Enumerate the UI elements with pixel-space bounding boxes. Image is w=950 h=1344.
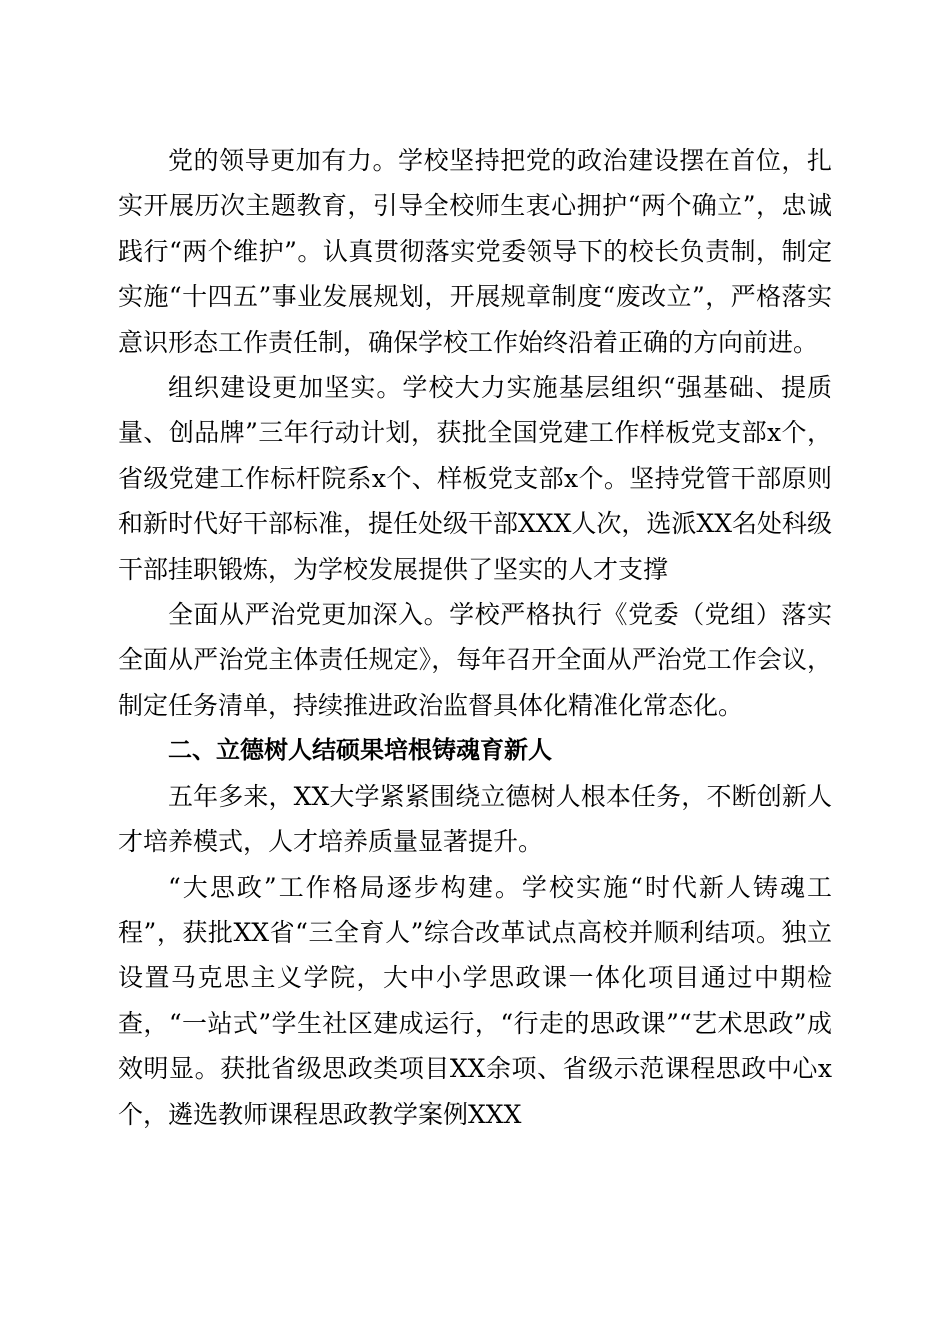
paragraph-strict-governance: 全面从严治党更加深入。学校严格执行《党委（党组）落实全面从严治党主体责任规定》，每年召开全面从严治党工作会议，制定任务清单，持续推进政治监督具体化精准化常态化。 [118, 600, 832, 720]
document-body [118, 138, 832, 1137]
paragraph-section-intro: 五年多来，XX大学紧紧围绕立德树人根本任务，不断创新人才培养模式，人才培养质量显著提升。 [118, 781, 832, 857]
section-heading: 二、立德树人结硕果培根铸魂育新人 [168, 736, 552, 765]
paragraph-organization-building: 组织建设更加坚实。学校大力实施基层组织“强基础、提质量、创品牌”三年行动计划，获批全国党建工作样板党支部x个，省级党建工作标杆院系x个、样板党支部x个。坚持党管干部原则和新时代好干部标准，提任处级干部XXX人次，选派XX名处科级干部挂职锻炼，为学校发展提供了坚实的人才支撑 [118, 373, 832, 584]
paragraph-party-leadership: 党的领导更加有力。学校坚持把党的政治建设摆在首位，扎实开展历次主题教育，引导全校师生衷心拥护“两个确立”，忠诚践行“两个维护”。认真贯彻落实党委领导下的校长负责制，制定实施“十四五”事业发展规划，开展规章制度“废改立”，严格落实意识形态工作责任制，确保学校工作始终沿着正确的方向前进。 [118, 146, 832, 357]
paragraph-ideological-education: “大思政”工作格局逐步构建。学校实施“时代新人铸魂工程”，获批XX省“三全育人”综合改革试点高校并顺利结项。独立设置马克思主义学院，大中小学思政课一体化项目通过中期检查，“一站式”学生社区建成运行，“行走的思政课”“艺术思政”成效明显。获批省级思政类项目XX余项、省级示范课程思政中心x个，遴选教师课程思政教学案例XXX [118, 872, 832, 1129]
